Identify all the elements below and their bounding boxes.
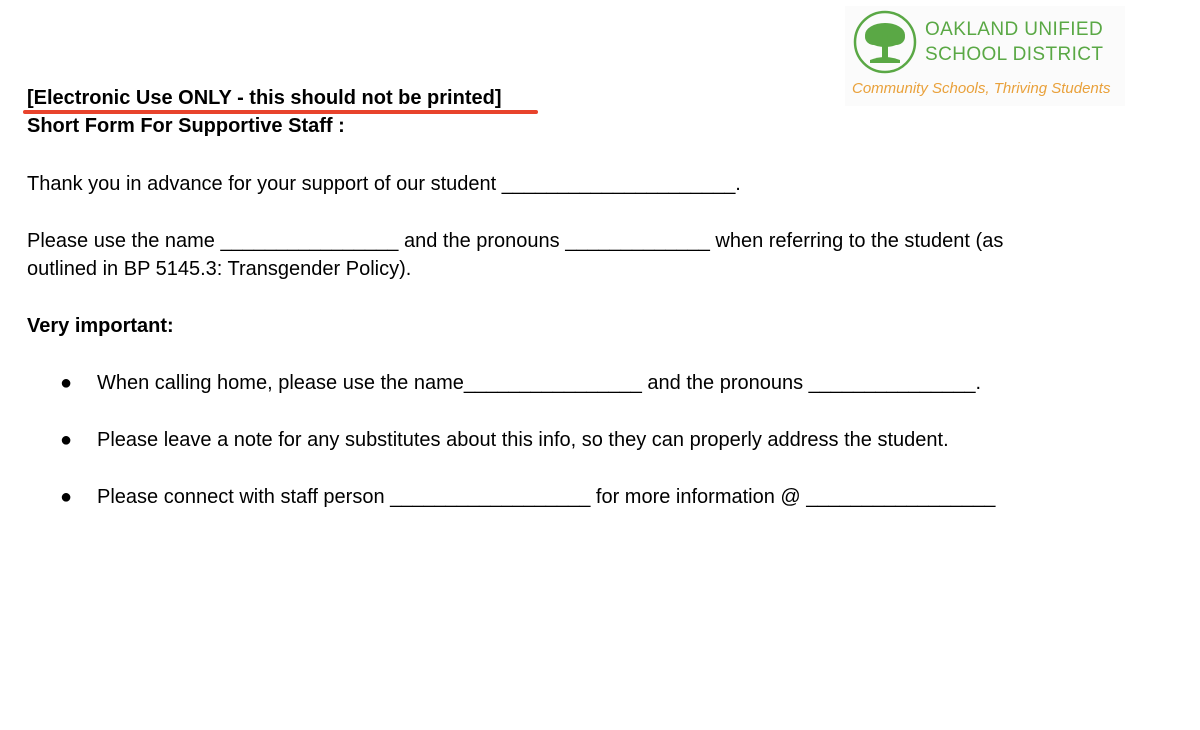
- logo-name-line-2: SCHOOL DISTRICT: [925, 44, 1104, 65]
- oak-tree-icon: [853, 10, 917, 74]
- logo-name-line-1: OAKLAND UNIFIED: [925, 19, 1104, 40]
- list-item: [60, 371, 981, 395]
- bullet-icon: ●: [60, 429, 73, 451]
- electronic-use-note: [Electronic Use ONLY - this should not be printed]: [27, 87, 502, 109]
- policy-reference-line: outlined in BP 5145.3: Transgender Policy).: [27, 258, 412, 280]
- list-item: [60, 428, 949, 452]
- bullet-icon: ●: [60, 372, 73, 394]
- list-item: [60, 485, 995, 509]
- bullet-text: Please leave a note for any substitutes about this info, so they can properly address the student.: [97, 429, 949, 451]
- bullet-icon: ●: [60, 486, 73, 508]
- important-heading: Very important:: [27, 315, 174, 337]
- form-subtitle: Short Form For Supportive Staff :: [27, 115, 345, 137]
- bullet-text: Please connect with staff person __________________ for more information @ _________________: [97, 486, 996, 508]
- logo-tagline: Community Schools, Thriving Students: [852, 80, 1111, 97]
- name-pronouns-line: Please use the name ________________ and the pronouns _____________ when referring to the student (as: [27, 230, 1004, 252]
- thanks-line: Thank you in advance for your support of our student _____________________.: [27, 173, 741, 195]
- district-logo: [845, 6, 1125, 106]
- bullet-text: When calling home, please use the name________________ and the pronouns _______________.: [97, 372, 982, 394]
